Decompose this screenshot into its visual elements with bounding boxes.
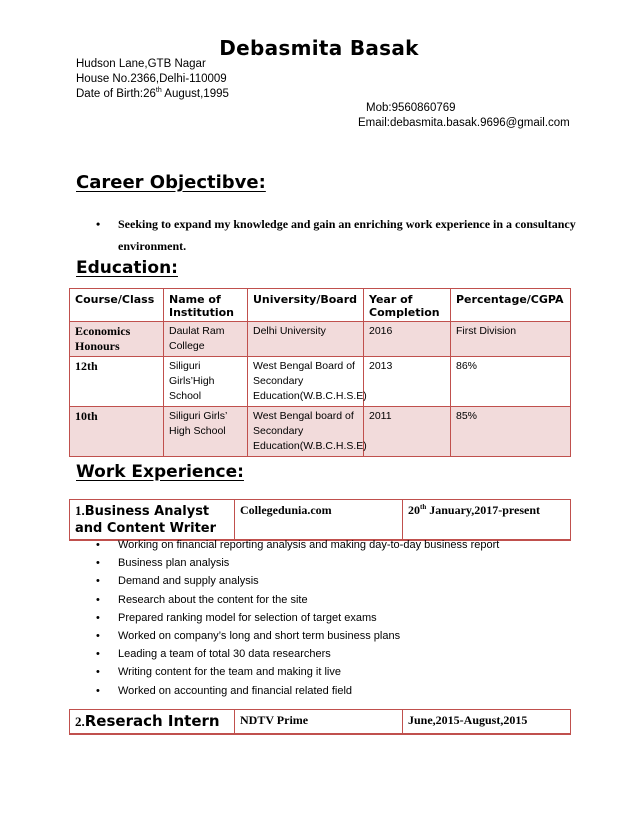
responsibilities-list xyxy=(96,536,499,700)
list-item: • Writing content for the team and making it live xyxy=(96,663,499,681)
list-item: • Prepared ranking model for selection of target exams xyxy=(96,609,499,627)
job-entry-1 xyxy=(69,499,571,541)
career-objective-text: Seeking to expand my knowledge and gain an enriching work experience in a consultancy environment. xyxy=(118,217,576,253)
column-header: Name of Institution xyxy=(164,289,248,322)
list-item: • Business plan analysis xyxy=(96,554,499,572)
table-row xyxy=(70,357,571,407)
address-line-1: Hudson Lane,GTB Nagar xyxy=(76,58,206,70)
job-role: 1.Business Analyst and Content Writer xyxy=(70,500,235,541)
bullet-icon: • xyxy=(96,630,100,643)
bullet-icon: • xyxy=(96,593,100,606)
address-block xyxy=(76,57,229,102)
list-item: • Worked on accounting and financial related field xyxy=(96,682,499,700)
course-cell: Economics Honours xyxy=(70,322,164,357)
bullet-icon: • xyxy=(96,575,100,588)
job-period: 20th January,2017-present xyxy=(403,500,571,541)
course-cell: 12th xyxy=(70,357,164,407)
year-cell: 2011 xyxy=(364,407,451,457)
education-heading: Education: xyxy=(76,258,178,278)
bullet-icon: • xyxy=(96,557,100,570)
job-entry-2 xyxy=(69,709,571,735)
list-item: • Leading a team of total 30 data researchers xyxy=(96,645,499,663)
mobile-number: Mob:9560860769 xyxy=(366,102,456,114)
score-cell: First Division xyxy=(451,322,571,357)
year-cell: 2013 xyxy=(364,357,451,407)
list-item: • Demand and supply analysis xyxy=(96,572,499,590)
institution-cell: Daulat Ram College xyxy=(164,322,248,357)
table-row xyxy=(70,407,571,457)
job-organization: NDTV Prime xyxy=(235,710,403,735)
board-cell: West Bengal Board of Secondary Education(W.B.C.H.S.E) xyxy=(248,357,364,407)
list-item: • Research about the content for the site xyxy=(96,591,499,609)
education-table xyxy=(69,288,571,457)
job-row xyxy=(70,500,571,541)
job-period: June,2015-August,2015 xyxy=(403,710,571,735)
column-header: Percentage/CGPA xyxy=(451,289,571,322)
career-objective-heading: Career Objectibve: xyxy=(76,172,266,193)
work-experience-heading: Work Experience: xyxy=(76,462,244,482)
column-header: Course/Class xyxy=(70,289,164,322)
score-cell: 85% xyxy=(451,407,571,457)
column-header: Year of Completion xyxy=(364,289,451,322)
institution-cell: Siliguri Girls’ High School xyxy=(164,407,248,457)
date-of-birth: Date of Birth:26th August,1995 xyxy=(76,87,229,100)
board-cell: West Bengal board of Secondary Education(W.B.C.H.S.E) xyxy=(248,407,364,457)
bullet-icon: • xyxy=(96,217,101,231)
list-item: • Working on financial reporting analysis and making day-to-day business report xyxy=(96,536,499,554)
candidate-name: Debasmita Basak xyxy=(219,36,419,60)
column-header: University/Board xyxy=(248,289,364,322)
job-row xyxy=(70,710,571,735)
table-header-row xyxy=(70,289,571,322)
job-role: 2.Reserach Intern xyxy=(70,710,235,735)
bullet-icon: • xyxy=(96,611,100,624)
bullet-icon: • xyxy=(96,684,100,697)
bullet-icon: • xyxy=(96,539,100,551)
list-item: • Worked on company’s long and short term business plans xyxy=(96,627,499,645)
table-row xyxy=(70,322,571,357)
year-cell: 2016 xyxy=(364,322,451,357)
course-cell: 10th xyxy=(70,407,164,457)
address-line-2: House No.2366,Delhi-110009 xyxy=(76,73,227,85)
bullet-icon: • xyxy=(96,648,100,661)
board-cell: Delhi University xyxy=(248,322,364,357)
score-cell: 86% xyxy=(451,357,571,407)
email-address: Email:debasmita.basak.9696@gmail.com xyxy=(358,117,570,129)
job-organization: Collegedunia.com xyxy=(235,500,403,541)
career-objective-item xyxy=(96,213,576,257)
bullet-icon: • xyxy=(96,666,100,679)
institution-cell: Siliguri Girls’High School xyxy=(164,357,248,407)
